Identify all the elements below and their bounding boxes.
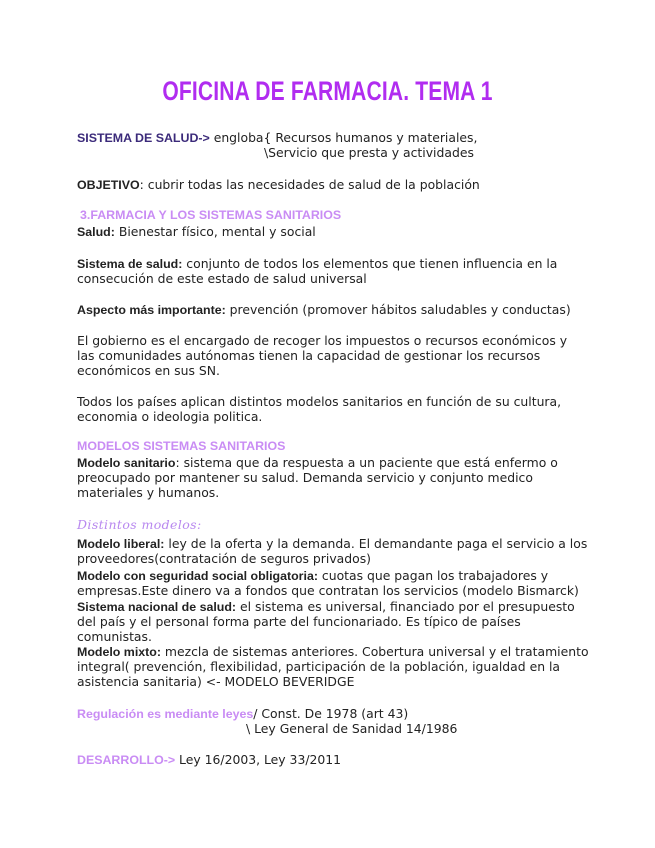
aspecto-line: [77, 302, 571, 318]
modelo-sanitario-line-3: materiales y humanos.: [77, 485, 220, 500]
sistema-line-1: [77, 130, 477, 146]
distintos-modelos-heading: Distintos modelos:: [77, 517, 202, 532]
regulacion-line-1: [77, 706, 408, 722]
gobierno-line-3: económicos en sus SN.: [77, 363, 220, 378]
sistema-salud-line-1: [77, 256, 557, 272]
liberal-line-1: [77, 536, 587, 552]
modelo-sanitario-text-1: : sistema que da respuesta a un paciente que está enfermo o: [175, 455, 558, 470]
desarrollo-text: Ley 16/2003, Ley 33/2011: [175, 752, 342, 767]
salud-label: Salud:: [77, 225, 115, 239]
gobierno-line-2: las comunidades autónomas tienen la capacidad de gestionar los recursos: [77, 348, 541, 363]
seguridad-line-1: [77, 568, 548, 584]
liberal-text-1: ley de la oferta y la demanda. El demandante paga el servicio a los: [164, 536, 588, 551]
objetivo-line: [77, 177, 480, 193]
modelo-sanitario-line-1: [77, 455, 558, 471]
paises-line-2: economia o ideologia politica.: [77, 409, 263, 424]
liberal-label: Modelo liberal:: [77, 537, 165, 551]
seguridad-label: Modelo con seguridad social obligatoria:: [77, 569, 318, 583]
sistema-salud-text-1: conjunto de todos los elementos que tienen influencia en la: [182, 256, 558, 271]
regulacion-line-2: \ Ley General de Sanidad 14/1986: [246, 721, 458, 736]
aspecto-text: prevención (promover hábitos saludables y conductas): [225, 302, 571, 317]
salud-line: [77, 224, 316, 240]
desarrollo-line: [77, 752, 341, 768]
nacional-label: Sistema nacional de salud:: [77, 600, 237, 614]
gobierno-line-1: El gobierno es el encargado de recoger los impuestos o recursos económicos y: [77, 333, 568, 348]
sistema-line-2: \Servicio que presta y actividades: [264, 145, 474, 160]
nacional-line-2: del país y el personal forma parte del funcionariado. Es típico de países: [77, 614, 521, 629]
modelos-heading: MODELOS SISTEMAS SANITARIOS: [77, 439, 286, 453]
sistema-salud-label: Sistema de salud:: [77, 257, 183, 271]
regulacion-text-1: / Const. De 1978 (art 43): [253, 706, 409, 721]
sistema-label: SISTEMA DE SALUD->: [77, 131, 210, 145]
aspecto-label: Aspecto más importante:: [77, 303, 226, 317]
nacional-line-3: comunistas.: [77, 629, 152, 644]
mixto-line-3: asistencia sanitaria) <- MODELO BEVERIDGE: [77, 674, 355, 689]
mixto-line-2: integral( prevención, flexibilidad, participación de la población, igualdad en la: [77, 659, 561, 674]
section-heading-3: 3.FARMACIA Y LOS SISTEMAS SANITARIOS: [80, 208, 342, 222]
modelo-sanitario-line-2: preocupado por mantener su salud. Demanda servicio y conjunto medico: [77, 470, 533, 485]
nacional-line-1: [77, 599, 575, 615]
seguridad-line-2: empresas.Este dinero va a fondos que contratan los servicios (modelo Bismarck): [77, 583, 579, 598]
mixto-label: Modelo mixto:: [77, 645, 161, 659]
sistema-text-1: engloba{ Recursos humanos y materiales,: [209, 130, 478, 145]
seguridad-text-1: cuotas que pagan los trabajadores y: [317, 568, 549, 583]
mixto-line-1: [77, 644, 589, 660]
objetivo-label: OBJETIVO: [77, 178, 140, 192]
mixto-text-1: mezcla de sistemas anteriores. Cobertura universal y el tratamiento: [160, 644, 589, 659]
sistema-salud-line-2: consecución de este estado de salud universal: [77, 271, 367, 286]
liberal-line-2: proveedores(contratación de seguros privados): [77, 551, 371, 566]
document-title: OFICINA DE FARMACIA. TEMA 1: [162, 76, 493, 106]
desarrollo-label: DESARROLLO->: [77, 753, 176, 767]
nacional-text-1: el sistema es universal, financiado por el presupuesto: [236, 599, 575, 614]
objetivo-text: : cubrir todas las necesidades de salud de la población: [139, 177, 480, 192]
modelo-sanitario-label: Modelo sanitario: [77, 456, 176, 470]
salud-text: Bienestar físico, mental y social: [114, 224, 316, 239]
paises-line-1: Todos los países aplican distintos modelos sanitarios en función de su cultura,: [77, 394, 562, 409]
regulacion-label: Regulación es mediante leyes: [77, 707, 254, 721]
